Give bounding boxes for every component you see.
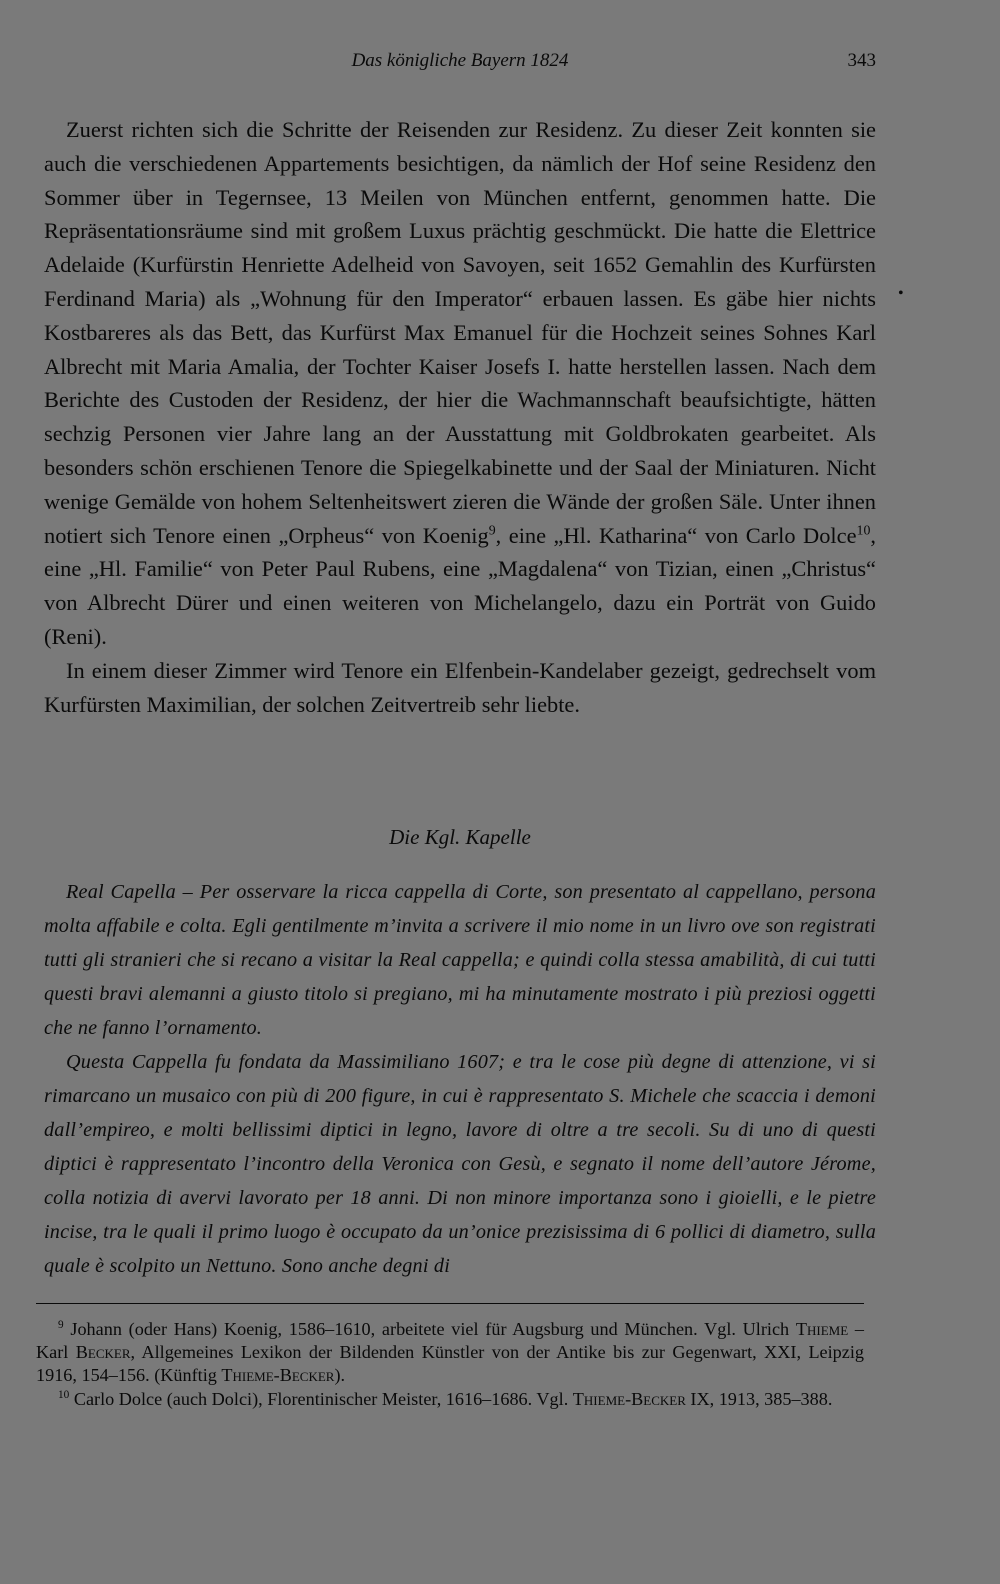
footnote-text: , Allgemeines Lexikon der Bildenden Künstler von der Antike bis zur Gegenwart, XXI, Leipzig 1916, 154–156. (Künftig — [36, 1342, 864, 1386]
footnote-text: Carlo Dolce (auch Dolci), Florentinischer Meister, 1616–1686. Vgl. — [73, 1388, 573, 1409]
footnote-ref-9: 9 — [488, 523, 496, 539]
running-title: Das königliche Bayern 1824 — [351, 50, 569, 71]
section-heading: Die Kgl. Kapelle — [389, 825, 531, 849]
paragraph-text: , eine „Hl. Familie“ von Peter Paul Rubens, eine „Magdalena“ von Tizian, einen „Christus“ von Albrecht Dürer und einen weiteren von Michelangelo, dazu ein Porträt von Guido (Reni). — [44, 522, 876, 649]
footnote-ref-10: 10 — [856, 523, 871, 539]
footnote-text: Johann (oder Hans) Koenig, 1586–1610, arbeitete viel für Augsburg und München. Vgl. Ulrich — [70, 1319, 796, 1339]
italian-quotation — [44, 875, 876, 1283]
running-head — [44, 46, 876, 76]
paragraph-text: Zuerst richten sich die Schritte der Reisenden zur Residenz. Zu dieser Zeit konnten sie auch die verschiedenen Appartements besichtigen, da nämlich der Hof seine Residenz den Sommer über in Tegernsee, 13 Meilen von München entfernt, genommen hatte. Die Repräsentationsräume sind mit großem Luxus prächtig geschmückt. Die hatte die Elettrice Adelaide (Kurfürstin Henriette Adelheid von Savoyen, seit 1652 Gemahlin des Kurfürsten Ferdinand Maria) als „Wohnung für den Imperator“ erbauen lassen. Es gäbe hier nichts Kostbareres als das Bett, das Kurfürst Max Emanuel für die Hochzeit seines Sohnes Karl Albrecht mit Maria Amalia, der Tochter Kaiser Josefs I. hatte herstellen lassen. Nach dem Berichte des Custoden der Residenz, der hier die Wachmannschaft beaufsichtigte, hätten sechzig Personen vier Jahre lang an der Ausstattung mit Goldbrokaten gearbeitet. Als besonders schön erschienen Tenore die Spiegelkabinette und der Saal der Miniaturen. Nicht wenige Gemälde von hohem Seltenheitswert zieren die Wände der großen Säle. Unter ihnen notiert sich Tenore einen „Orpheus“ von Koenig — [44, 117, 876, 548]
author-name: Becker — [75, 1342, 131, 1363]
italian-paragraph-1: Real Capella – Per osservare la ricca cappella di Corte, son presentato al cappellano, persona molta affabile e colta. Egli gentilmente m’invita a scrivere il mio nome in un livro ove son registrati tutti gli stranieri che si recano a visitar la Real cappella; e quindi colla stessa amabilità, di cui tutti questi bravi alemanni a giusto titolo si pregiano, mi ha minutamente mostrato i più preziosi oggetti che ne fanno l’ornamento. — [44, 881, 876, 1039]
author-name: Thieme — [795, 1319, 849, 1339]
paragraph-text: , eine „Hl. Katharina“ von Carlo Dolce — [495, 522, 857, 548]
footnote-marker: 10 — [58, 1388, 70, 1401]
author-name: Thieme-Becker — [572, 1388, 686, 1409]
page-number: 343 — [847, 50, 876, 71]
italian-paragraph-2: Questa Cappella fu fondata da Massimiliano 1607; e tra le cose più degne di attenzione, vi si rimarcano un musaico con più di 200 figure, in cui è rappresentato S. Michele che scaccia i demoni dall’empireo, e molti bellissimi diptici in legno, lavore di oltre a tre secoli. Su di uno di questi diptici è rappresentato l’incontro della Veronica con Gesù, e segnato il nome dell’autore Jérome, colla notizia di avervi lavorato per 18 anni. Di non minore importanza sono i gioielli, e le pietre incise, tra le quali il primo luogo è occupato da un’onice prezisissima di 6 pollici di diametro, sulla quale è scolpito un Nettuno. Sono anche degni di — [44, 1051, 876, 1277]
footnote-text: IX, 1913, 385–388. — [685, 1388, 833, 1409]
margin-mark: • — [898, 285, 904, 302]
paragraph-kandelaber: In einem dieser Zimmer wird Tenore ein Elfenbein-Kandelaber gezeigt, gedrechselt vom Kurfürsten Maximilian, der solchen Zeitvertreib sehr liebte. — [44, 657, 876, 717]
footnote-10 — [36, 1388, 864, 1411]
footnotes — [36, 1318, 864, 1411]
main-text — [44, 113, 876, 721]
footnote-text: ). — [334, 1365, 346, 1386]
footnote-marker: 9 — [58, 1318, 64, 1331]
paragraph-residenz — [44, 113, 876, 654]
footnote-divider — [36, 1303, 864, 1304]
footnote-text: – Karl — [36, 1319, 865, 1363]
author-name: Thieme-Becker — [221, 1365, 335, 1386]
footnote-9 — [36, 1318, 864, 1388]
